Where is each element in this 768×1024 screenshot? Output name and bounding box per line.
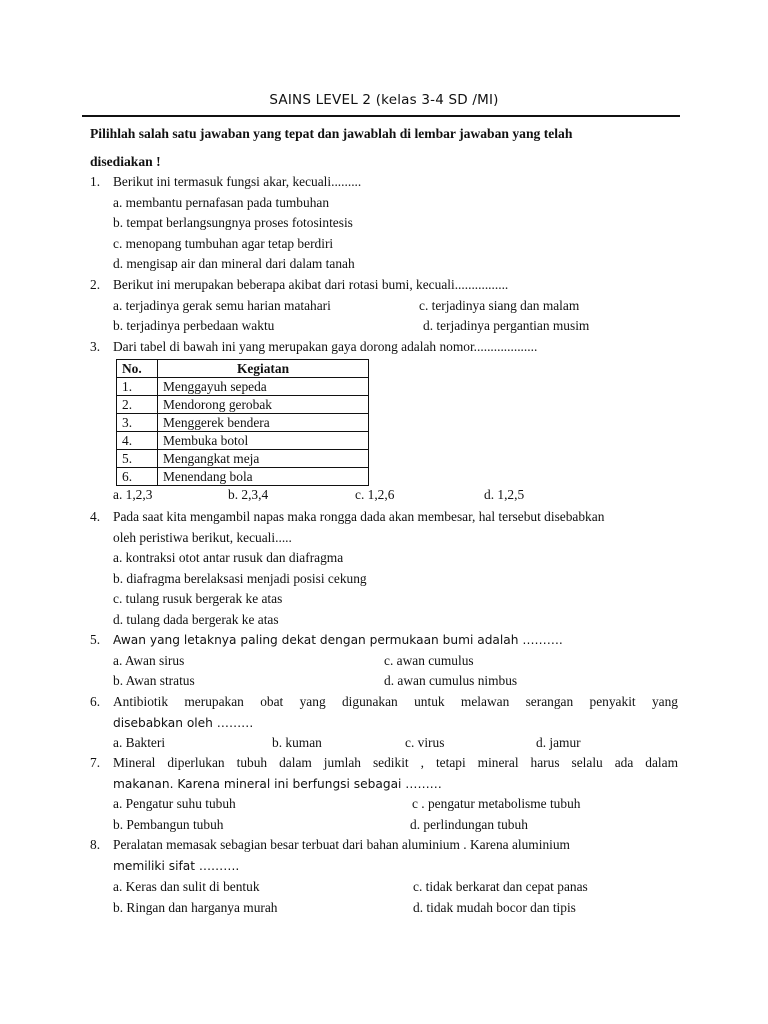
option-a: a. Pengatur suhu tubuh [113,796,236,811]
table-row [117,431,369,449]
question-2 [90,275,678,337]
table-cell-kegiatan: Menggayuh sepeda [158,377,369,395]
table-cell-no: 5. [117,449,158,467]
instruction-line-2: disediakan ! [90,154,161,169]
question-8 [90,835,678,918]
question-text: Dari tabel di bawah ini yang merupakan gaya dorong adalah nomor................... [113,339,538,354]
question-number: 4. [90,509,101,524]
option-b: b. diafragma berelaksasi menjadi posisi cekung [113,570,367,586]
table-header-row [117,359,369,377]
option-a: a. 1,2,3 [113,486,153,502]
option-c: c . pengatur metabolisme tubuh [412,796,581,811]
option-b: b. kuman [272,735,322,750]
title-divider [82,115,680,117]
option-a: a. Awan sirus [113,652,185,668]
question-number: 2. [90,277,101,292]
question-number: 6. [90,694,101,709]
instructions [90,120,680,176]
option-a: a. Keras dan sulit di bentuk [113,879,260,894]
option-a: a. Bakteri [113,735,166,750]
table-cell-no: 4. [117,431,158,449]
option-d: d. mengisap air dan mineral dari dalam tanah [113,256,355,271]
table-cell-no: 6. [117,467,158,485]
table-cell-no: 1. [117,377,158,395]
option-d: d. awan cumulus nimbus [384,673,518,688]
option-c: c. awan cumulus [384,652,474,668]
table-cell-kegiatan: Menggerek bendera [158,413,369,431]
option-a: a. terjadinya gerak semu harian matahari [113,297,331,313]
question-1 [90,172,678,275]
option-b: b. terjadinya perbedaan waktu [113,318,275,333]
question-text-line-2: memiliki sifat ………. [113,858,240,873]
table-row [117,413,369,431]
question-number: 3. [90,339,101,354]
activity-table [116,359,369,486]
question-text: Awan yang letaknya paling dekat dengan permukaan bumi adalah ………. [113,633,563,647]
option-b: b. tempat berlangsungnya proses fotosintesis [113,215,353,230]
table-header-no: No. [117,359,158,377]
question-text-line-1: Mineral diperlukan tubuh dalam jumlah sedikit , tetapi mineral harus selalu ada dalam [113,755,678,770]
question-text-line-2: makanan. Karena mineral ini berfungsi sebagai ……… [113,776,442,791]
option-c: c. tidak berkarat dan cepat panas [413,879,588,894]
question-text-line-2: disebabkan oleh ……… [113,715,254,730]
option-d: d. tulang dada bergerak ke atas [113,611,279,627]
option-b: b. Ringan dan harganya murah [113,899,278,915]
table-row [117,467,369,485]
table-cell-kegiatan: Menendang bola [158,467,369,485]
option-b: b. 2,3,4 [228,486,269,502]
question-4 [90,507,678,630]
question-number: 1. [90,174,101,189]
option-b: b. Awan stratus [113,673,195,688]
option-c: c. menopang tumbuhan agar tetap berdiri [113,235,334,251]
option-a: a. membantu pernafasan pada tumbuhan [113,194,330,210]
table-cell-kegiatan: Mengangkat meja [158,449,369,467]
table-cell-no: 2. [117,395,158,413]
option-c: c. terjadinya siang dan malam [419,297,580,313]
option-d: d. terjadinya pergantian musim [423,318,590,333]
question-3 [90,337,678,505]
option-d: d. jamur [536,735,581,750]
question-text: Berikut ini termasuk fungsi akar, kecuali......... [113,174,362,189]
option-c: c. 1,2,6 [355,486,395,502]
table-header-kegiatan: Kegiatan [158,359,369,377]
option-d: d. perlindungan tubuh [410,816,528,832]
table-row [117,449,369,467]
instruction-line-1: Pilihlah salah satu jawaban yang tepat dan jawablah di lembar jawaban yang telah [90,126,573,141]
table-row [117,377,369,395]
page-title: SAINS LEVEL 2 (kelas 3-4 SD /MI) [269,92,499,108]
question-number: 5. [90,632,101,647]
question-7 [90,753,678,835]
question-number: 7. [90,755,101,770]
table-row [117,395,369,413]
question-text-line-1: Pada saat kita mengambil napas maka rongga dada akan membesar, hal tersebut disebabkan [113,509,605,524]
question-text: Berikut ini merupakan beberapa akibat dari rotasi bumi, kecuali................ [113,277,509,292]
question-5 [90,630,678,692]
option-c: c. tulang rusuk bergerak ke atas [113,591,283,606]
question-text-line-2: oleh peristiwa berikut, kecuali..... [113,529,292,545]
option-c: c. virus [405,735,445,750]
option-b: b. Pembangun tubuh [113,816,224,832]
question-text-line-1: Antibiotik merupakan obat yang digunakan untuk melawan serangan penyakit yang [113,694,678,709]
table-cell-kegiatan: Membuka botol [158,431,369,449]
table-cell-no: 3. [117,413,158,431]
question-6 [90,692,678,754]
question-text-line-1: Peralatan memasak sebagian besar terbuat dari bahan aluminium . Karena aluminium [113,837,570,852]
option-d: d. tidak mudah bocor dan tipis [413,899,576,915]
option-a: a. kontraksi otot antar rusuk dan diafragma [113,550,344,565]
table-cell-kegiatan: Mendorong gerobak [158,395,369,413]
option-d: d. 1,2,5 [484,486,525,502]
question-number: 8. [90,837,101,852]
